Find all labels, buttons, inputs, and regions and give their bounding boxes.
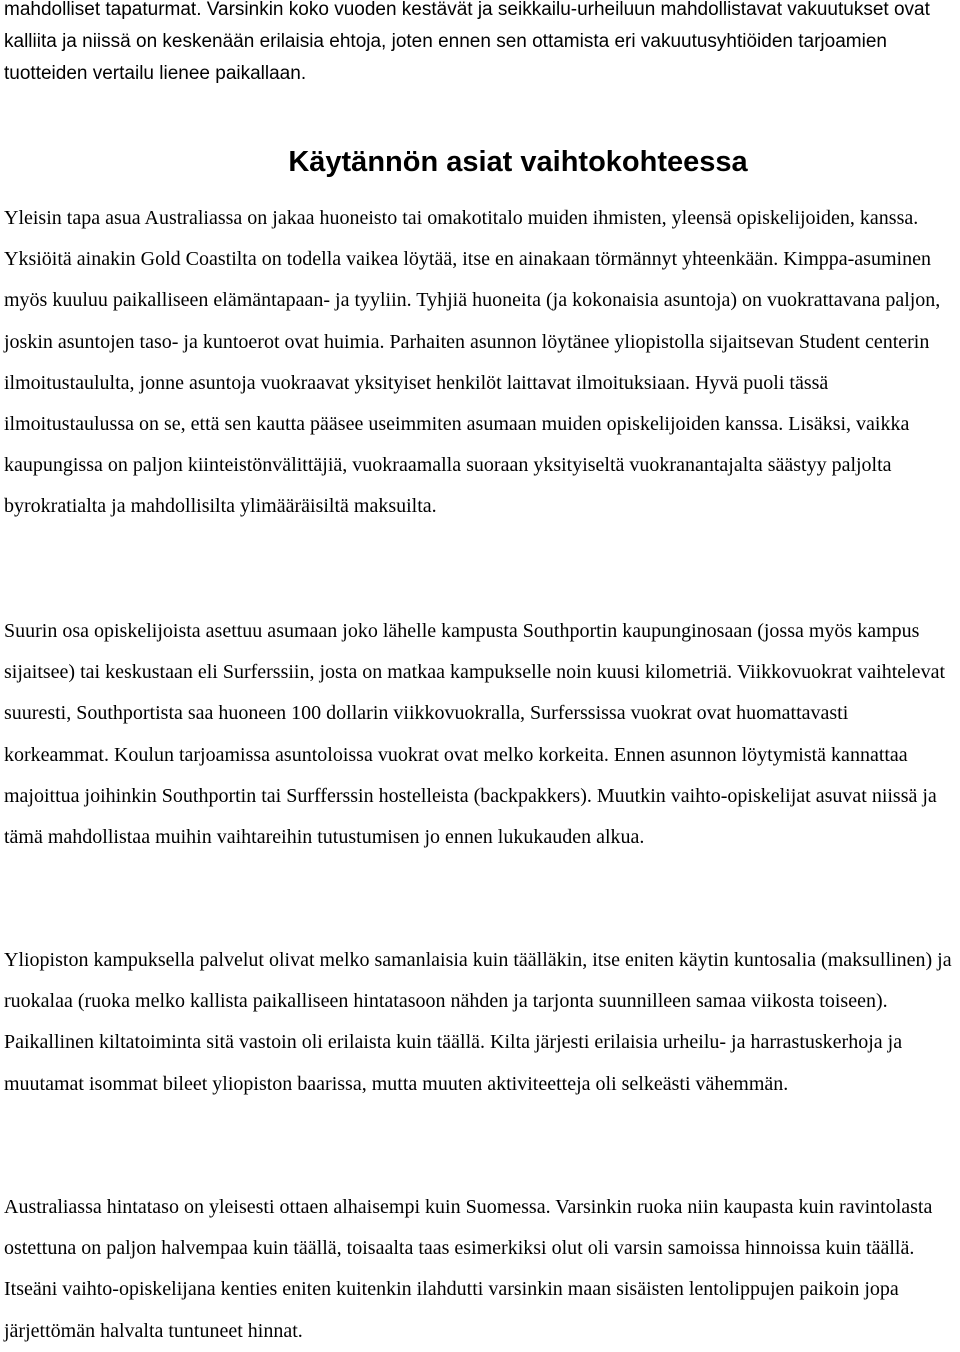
section-heading: Käytännön asiat vaihtokohteessa — [288, 146, 748, 178]
intro-paragraph: mahdolliset tapaturmat. Varsinkin koko vuoden kestävät ja seikkailu-urheiluun mahdollistavat vakuutukset ovat kalliita ja niissä on keskenään erilaisia ehtoja, joten ennen sen ottamista eri vakuutusyhtiöiden tarjoamien tuotteiden vertailu lienee paikallaan. — [4, 0, 930, 84]
paragraph-rent: Suurin osa opiskelijoista asettuu asumaan joko lähelle kampusta Southportin kaupunginosaan (jossa myös kampus sijaitsee) tai keskustaan eli Surferssiin, josta on matkaa kampukselle noin kuusi kilometriä. Viikkovuokrat vaihtelevat suuresti, Southportista saa huoneen 100 dollarin viikkovuokralla, Surferssissa vuokrat ovat huomattavasti korkeammat. Koulun tarjoamissa asuntoloissa vuokrat ovat melko korkeita. Ennen asunnon löytymistä kannattaa majoittua joihinkin Southportin tai Surfferssin hostelleista (backpakkers). Muutkin vaihto-opiskelijat asuvat niissä ja tämä mahdollistaa muihin vaihtareihin tutustumisen jo ennen lukukauden alkua. — [4, 620, 945, 849]
paragraph-housing: Yleisin tapa asua Australiassa on jakaa huoneisto tai omakotitalo muiden ihmisten, yleensä opiskelijoiden, kanssa. Yksiöitä ainakin Gold Coastilta on todella vaikea löytää, itse en ainakaan törmännyt yhteenkään. Kimppa-asuminen myös kuuluu paikalliseen elämäntapaan- ja tyyliin. Tyhjiä huoneita (ja kokonaisia asuntoja) on vuokrattavana paljon, joskin asuntojen taso- ja kuntoerot ovat huimia. Parhaiten asunnon löytänee yliopistolla sijaitsevan Student centerin ilmoitustaululta, jonne asuntoja vuokraavat yksityiset henkilöt laittavat ilmoituksiaan. Hyvä puoli tässä ilmoitustaulussa on se, että sen kautta pääsee useimmiten asumaan muiden opiskelijoiden kanssa. Lisäksi, vaikka kaupungissa on paljon kiinteistönvälittäjiä, vuokraamalla suoraan yksityiseltä vuokranantajalta säästyy paljolta byrokratialta ja mahdollisilta ylimääräisiltä maksuilta. — [4, 207, 941, 518]
paragraph-campus: Yliopiston kampuksella palvelut olivat melko samanlaisia kuin täälläkin, itse eniten käytin kuntosalia (maksullinen) ja ruokalaa (ruoka melko kallista paikalliseen hintatasoon nähden ja tarjonta suunnilleen samaa viikosta toiseen). Paikallinen kiltatoiminta sitä vastoin oli erilaista kuin täällä. Kilta järjesti erilaisia urheilu- ja harrastuskerhoja ja muutamat isommat bileet yliopiston baarissa, mutta muuten aktiviteetteja oli selkeästi vähemmän. — [4, 949, 952, 1095]
paragraph-prices: Australiassa hintataso on yleisesti ottaen alhaisempi kuin Suomessa. Varsinkin ruoka niin kaupasta kuin ravintolasta ostettuna on paljon halvempaa kuin täällä, toisaalta taas esimerkiksi olut oli varsin samoissa hinnoissa kuin täällä. Itseäni vaihto-opiskelijana kenties eniten kuitenkin ilahdutti varsinkin maan sisäisten lentolippujen paikoin jopa järjettömän halvalta tuntuneet hinnat. — [4, 1196, 933, 1342]
